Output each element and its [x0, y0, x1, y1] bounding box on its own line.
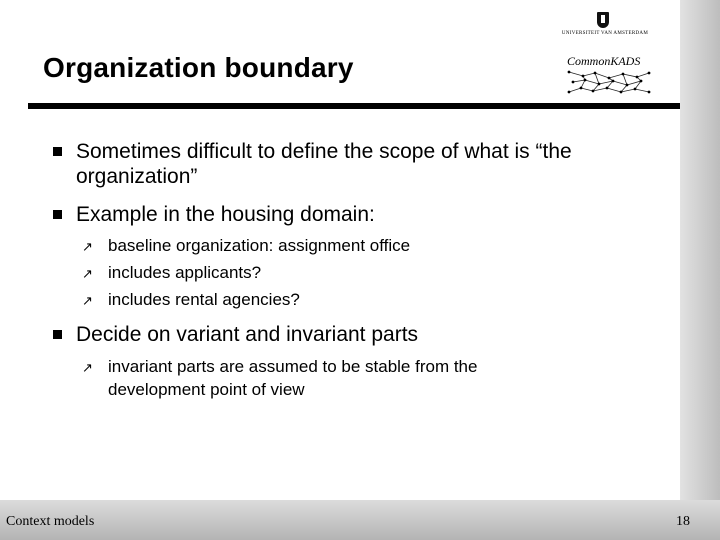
sub-bullet-arrow-icon: ↗: [82, 361, 93, 376]
bullet-square-icon: [53, 147, 62, 156]
bottom-shadow-band: [0, 500, 720, 540]
bullet-scope: Sometimes difficult to define the scope of what is “the organization”: [76, 140, 572, 188]
page-number: 18: [676, 514, 690, 529]
sub-bullet-arrow-icon: ↗: [82, 294, 93, 309]
bullet-variant-invariant: Decide on variant and invariant parts: [76, 323, 419, 346]
sub-bullet-arrow-icon: ↗: [82, 267, 93, 282]
sub-bullet-baseline: baseline organization: assignment office: [108, 236, 411, 255]
university-shield-icon: [597, 12, 609, 28]
sub-bullet-rental-agencies: includes rental agencies?: [108, 290, 300, 309]
title-rule: [28, 103, 680, 109]
bullet-square-icon: [53, 210, 62, 219]
university-logo: [560, 12, 650, 40]
sub-bullet-arrow-icon: ↗: [82, 240, 93, 255]
commonkads-network-icon: [565, 68, 653, 96]
bullet-housing-example: Example in the housing domain:: [76, 203, 375, 226]
bullet-square-icon: [53, 330, 62, 339]
sub-bullet-invariant-stable: invariant parts are assumed to be stable from the development point of view: [108, 357, 478, 399]
commonkads-logo-text: CommonKADS: [567, 54, 641, 68]
slide-title: Organization boundary: [43, 52, 354, 83]
right-shadow-band: [680, 0, 720, 540]
commonkads-logo: [565, 54, 653, 98]
sub-bullet-applicants: includes applicants?: [108, 263, 262, 282]
footer-section-label: Context models: [6, 514, 95, 529]
university-logo-text: UNIVERSITEIT VAN AMSTERDAM: [561, 31, 649, 36]
